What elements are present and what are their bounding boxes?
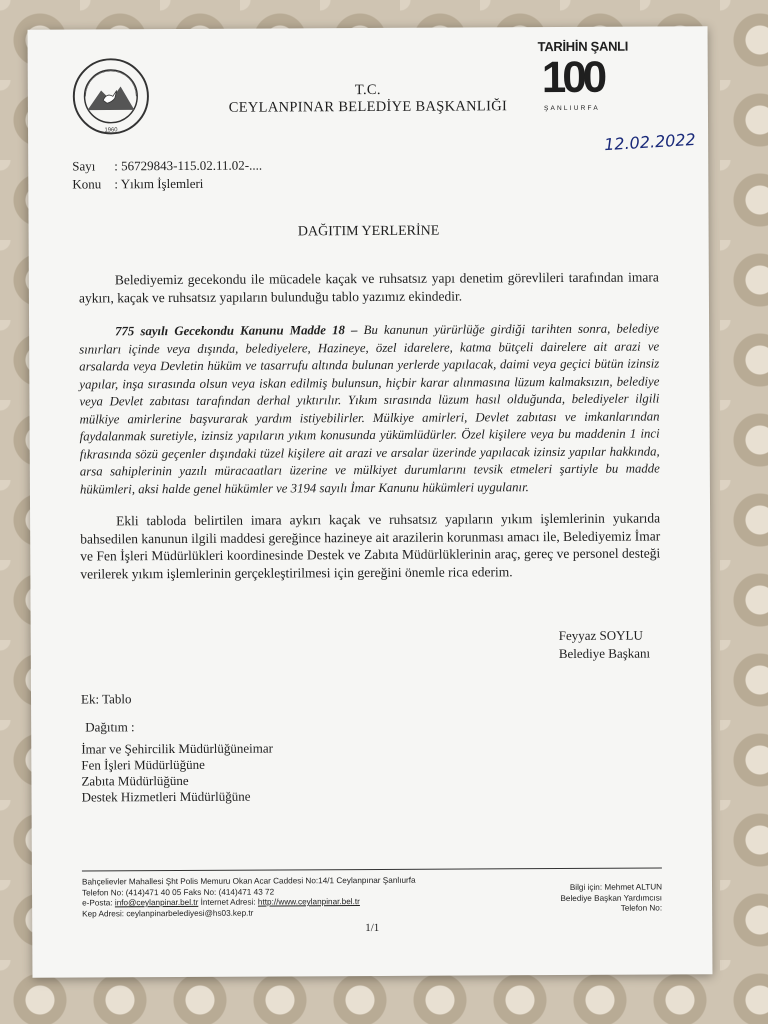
- logo-sub-text: ŞANLIURFA: [543, 104, 600, 113]
- law-text: Bu kanunun yürürlüğe girdiği tarihten sonra, belediye sınırları içinde veya dışında, belediyelere, Hazineye, özel idarelere, katma bütçeli dairelere ait arazi ve arsalarda veya Devletin hüküm ve tasarrufu altında bulunan yerlerde yapılacak, daimi veya geçici bütün izinsiz yapılar, inşa sırasında olsun veya iskan edilmiş bulunsun, hiçbir karar alınmasına lüzum kalmaksızın, belediye veya Devlet zabıtası tarafından derhal yıktırılır. Yıkım sırasında lüzum hasıl olduğunda, belediyeler ilgili mülkiye amirlerine başvurarak yardım istiyebilirler. Mülkiye amirleri, Devlet zabıtası ve imkanlarından faydalanmak suretiyle, izinsiz yapıların yıkım konusunda yükümlüdürler. Özel kişilere veya bu maddenin 1 inci fıkrasında sözü geçenler dışındaki tüzel kişilere ait arazi ve arsalar üzerinde yapılacak izinsiz yapılar hakkında, arsa sahiplerinin yazılı müracaatları üzerine ve mülkiyet durumlarını tevsik etmeleri şartiyle bu madde hükümleri, aksi halde genel hükümler ve 3194 sayılı İmar Kanunu hükümleri uygulanır.: [79, 321, 660, 497]
- paragraph-3: Ekli tabloda belirtilen imara aykırı kaçak ve ruhsatsız yapıların yıkım işlemlerinin yukarıda bahsedilen kanunun ilgili maddesi gereğince hazineye ait arazilerin korunması amacı ile, Belediyemiz İmar ve Fen İşleri Müdürlükleri koordinesinde Destek ve Zabıta Müdürlüklerinin araç, gereç ve personel desteği verilerek yıkım işlemlerinin gerçekleştirilmesi için gereğini önemle rica ederim.: [80, 510, 661, 582]
- law-reference: 775 sayılı Gecekondu Kanunu Madde 18 –: [115, 323, 358, 339]
- centenary-logo: [538, 39, 648, 120]
- paragraph-1: Belediyemiz gecekondu ile mücadele kaçak ve ruhsatsız yapı denetim görevlileri tarafından imara aykırı, kaçak ve ruhsatsız yapıların bulunduğu tablo yazımız ekindedir.: [78, 269, 659, 306]
- logo-number: 100: [541, 52, 604, 103]
- signatory-title: Belediye Başkanı: [558, 645, 651, 662]
- distribution-list: [81, 719, 273, 806]
- tc-label: T.C.: [354, 81, 381, 99]
- logo-top-text: TARİHİN ŞANLI: [537, 38, 629, 55]
- sayi-value: 56729843-115.02.11.02-....: [121, 157, 263, 174]
- footer-phone: Telefon No: (414)471 40 05 Faks No: (414)471 43 72: [82, 887, 275, 898]
- info-title: Belediye Başkan Yardımcısı: [560, 892, 663, 903]
- distribution-item: Destek Hizmetleri Müdürlüğüne: [81, 788, 251, 805]
- letter-title: DAĞITIM YERLERİNE: [297, 223, 440, 240]
- letter-meta: Sayı : 56729843-115.02.11.02-.... Konu : Yıkım İşlemleri: [72, 157, 263, 192]
- attachment-note: Ek: Tablo: [80, 691, 132, 707]
- web-label: İnternet Adresi:: [198, 897, 258, 907]
- footer-divider: [82, 867, 662, 871]
- footer-info: [560, 882, 662, 914]
- institution-name: CEYLANPINAR BELEDİYE BAŞKANLIĞI: [228, 98, 508, 116]
- paragraph-law-quote: [79, 320, 660, 498]
- email-link[interactable]: info@ceylanpinar.bel.tr: [114, 897, 199, 908]
- footer-kep: Kep Adresi: ceylanpinarbelediyesi@hs03.kep.tr: [82, 908, 254, 919]
- web-link[interactable]: http://www.ceylanpinar.bel.tr: [257, 897, 360, 907]
- distribution-item: İmar ve Şehircilik Müdürlüğüneimar: [81, 740, 274, 757]
- seal-year: 1960: [104, 127, 118, 134]
- konu-label: Konu: [72, 176, 102, 192]
- distribution-label: Dağıtım :: [85, 719, 135, 735]
- handwritten-date: 12.02.2022: [604, 129, 697, 155]
- info-contact: Bilgi için: Mehmet ALTUN: [569, 882, 663, 892]
- footer-address: Bahçelievler Mahallesi Şht Polis Memuru Okan Acar Caddesi No:14/1 Ceylanpınar Şanlıurfa: [81, 875, 416, 887]
- info-phone: Telefon No:: [620, 903, 663, 913]
- distribution-item: Fen İşleri Müdürlüğüne: [81, 756, 205, 773]
- page-number: 1/1: [365, 921, 380, 935]
- distribution-item: Zabıta Müdürlüğüne: [81, 772, 189, 789]
- footer-contact: [82, 876, 416, 920]
- sayi-label: Sayı: [72, 158, 96, 174]
- email-label: e-Posta:: [82, 898, 115, 908]
- signature-block: [559, 627, 651, 663]
- signatory-name: Feyyaz SOYLU: [558, 627, 643, 644]
- document-page: [28, 26, 713, 978]
- konu-value: Yıkım İşlemleri: [120, 175, 204, 192]
